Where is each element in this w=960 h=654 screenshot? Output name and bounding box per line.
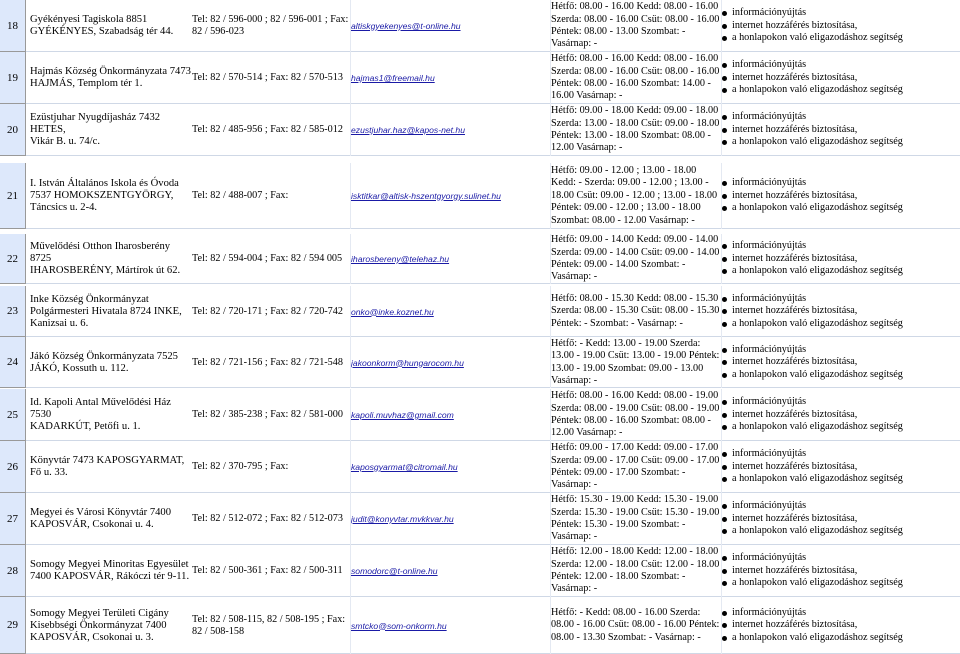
service-text: a honlapokon való eligazodáshoz segítség <box>732 577 903 589</box>
opening-hours <box>551 163 721 229</box>
bullet-icon <box>722 206 727 211</box>
column-divider <box>550 545 551 597</box>
service-item <box>722 500 960 512</box>
service-item <box>722 305 960 317</box>
column-divider <box>721 493 722 545</box>
institution-name-line: Ezüstjuhar Nyugdíjasház 7432 HETES, <box>30 112 161 135</box>
phone-fax <box>192 389 350 441</box>
opening-hours <box>551 52 721 104</box>
service-text: a honlapokon való eligazodáshoz segítség <box>732 525 903 537</box>
phone-fax-line: Tel: 82 / 485-956 ; Fax: 82 / 585-012 <box>192 124 343 135</box>
bullet-icon <box>722 477 727 482</box>
phone-fax-line: Tel: 82 / 488-007 ; Fax: <box>192 190 289 201</box>
institution-name-line: Táncsics u. 2-4. <box>30 202 98 213</box>
opening-hours <box>551 286 721 337</box>
institution-name-line: Jákó Község Önkormányzata 7525 <box>30 350 178 362</box>
column-divider <box>350 545 351 597</box>
service-text: információnyújtás <box>732 7 807 19</box>
service-text: információnyújtás <box>732 111 807 123</box>
service-text: információnyújtás <box>732 500 807 512</box>
column-divider <box>550 389 551 441</box>
institution-name-line: Somogy Megyei Területi Cigány <box>30 607 169 619</box>
institution-name-line: Somogy Megyei Minoritas Egyesület <box>30 559 189 570</box>
service-item <box>722 190 960 202</box>
institution-name-line: 7537 HOMOKSZENTGYÖRGY, <box>30 190 174 201</box>
email-link[interactable]: somodorc@t-online.hu <box>351 566 438 576</box>
service-text: internet hozzáférés biztosítása, <box>732 305 858 317</box>
bullet-icon <box>722 425 727 430</box>
phone-fax <box>192 163 350 229</box>
column-divider <box>350 597 351 654</box>
column-divider <box>350 337 351 388</box>
row-number: 18 <box>0 0 26 52</box>
column-divider <box>350 234 351 284</box>
column-divider <box>721 597 722 654</box>
bullet-icon <box>722 581 727 586</box>
institution-name-line: GYÉKÉNYES, Szabadság tér 44. <box>30 26 174 37</box>
phone-fax <box>192 597 350 654</box>
bullet-icon <box>722 504 727 509</box>
table-row <box>0 163 960 229</box>
service-text: internet hozzáférés biztosítása, <box>732 408 858 420</box>
service-item <box>722 202 960 214</box>
opening-hours-text: Hétfő: 08.00 - 16.00 Kedd: 08.00 - 16.00 Szerda: 08.00 - 16.00 Csüt: 08.00 - 16.00 Péntek: 08.00 - 13.00 Szombat: - Vasárnap: - <box>551 1 720 50</box>
bullet-icon <box>722 269 727 274</box>
bullet-icon <box>722 360 727 365</box>
bullet-icon <box>722 556 727 561</box>
services-list <box>722 389 960 441</box>
opening-hours-text: Hétfő: 12.00 - 18.00 Kedd: 12.00 - 18.00 Szerda: 12.00 - 18.00 Csüt: 12.00 - 18.00 Péntek: 12.00 - 18.00 Szombat: - Vasárnap: - <box>551 546 720 595</box>
table-row <box>0 441 960 493</box>
institution-name-line: Kisebbségi Önkormányzat 7400 <box>30 619 167 631</box>
institution-name-line: Id. Kapoli Antal Művelődési Ház 7530 <box>30 397 171 420</box>
column-divider <box>721 286 722 337</box>
service-item <box>722 7 960 19</box>
phone-fax-line: Tel: 82 / 370-795 ; Fax: <box>192 461 289 472</box>
column-divider <box>550 0 551 52</box>
institution-name-line: KADARKÚT, Petőfi u. 1. <box>30 421 141 432</box>
email-link[interactable]: hajmas1@freemail.hu <box>351 73 435 83</box>
table-row <box>0 104 960 156</box>
services-list <box>722 337 960 388</box>
institution-name-line: Megyei és Városi Könyvtár 7400 <box>30 507 172 518</box>
institution-name <box>28 286 192 337</box>
institution-name-line: KAPOSVÁR, Csokonai u. 4. <box>30 519 154 530</box>
row-number: 24 <box>0 337 26 388</box>
row-divider <box>26 283 960 284</box>
opening-hours <box>551 441 721 493</box>
service-text: információnyújtás <box>732 292 807 304</box>
service-item <box>722 632 960 644</box>
bullet-icon <box>722 373 727 378</box>
services-list <box>722 163 960 229</box>
service-text: internet hozzáférés biztosítása, <box>732 619 858 631</box>
bullet-icon <box>722 309 727 314</box>
service-text: internet hozzáférés biztosítása, <box>732 460 858 472</box>
column-divider <box>350 104 351 156</box>
opening-hours <box>551 0 721 52</box>
institution-name <box>28 545 192 597</box>
phone-fax-line: Tel: 82 / 508-115, 82 / 508-195 ; Fax: <box>192 613 346 625</box>
service-text: internet hozzáférés biztosítása, <box>732 564 858 576</box>
service-text: a honlapokon való eligazodáshoz segítség <box>732 136 903 148</box>
service-text: a honlapokon való eligazodáshoz segítség <box>732 84 903 96</box>
institution-name-line: I. István Általános Iskola és Óvoda <box>30 178 179 189</box>
bullet-icon <box>722 140 727 145</box>
opening-hours <box>551 234 721 284</box>
service-item <box>722 565 960 577</box>
service-item <box>722 344 960 356</box>
column-divider <box>721 545 722 597</box>
opening-hours-text: Hétfő: 09.00 - 17.00 Kedd: 09.00 - 17.00 Szerda: 09.00 - 17.00 Csüt: 09.00 - 17.00 Péntek: 09.00 - 17.00 Szombat: - Vasárnap: - <box>551 442 720 491</box>
row-divider <box>26 387 960 388</box>
opening-hours <box>551 104 721 156</box>
bullet-icon <box>722 636 727 641</box>
institution-name <box>28 441 192 493</box>
services-list <box>722 545 960 597</box>
column-divider <box>721 0 722 52</box>
service-item <box>722 177 960 189</box>
service-text: internet hozzáférés biztosítása, <box>732 356 858 368</box>
column-divider <box>550 286 551 337</box>
opening-hours-text: Hétfő: 09.00 - 12.00 ; 13.00 - 18.00 Kedd: - Szerda: 09.00 - 12.00 ; 13.00 - 18.00 Csüt: 09.00 - 12.00 ; 13.00 - 18.00 Péntek: 09.00 - 12.00 ; 13.00 - 18.00 Szombat: 08.00 - 12.00 Vasárnap: - <box>551 164 718 226</box>
row-number: 20 <box>0 104 26 156</box>
service-text: a honlapokon való eligazodáshoz segítség <box>732 421 903 433</box>
table-row <box>0 597 960 654</box>
bullet-icon <box>722 36 727 41</box>
opening-hours-text: Hétfő: 08.00 - 16.00 Kedd: 08.00 - 16.00 Szerda: 08.00 - 16.00 Csüt: 08.00 - 16.00 Péntek: 08.00 - 16.00 Szombat: 14.00 - 16.00 Vasárnap: - <box>551 53 720 102</box>
bullet-icon <box>722 400 727 405</box>
column-divider <box>550 234 551 284</box>
service-item <box>722 461 960 473</box>
institution-name-line: IHAROSBERÉNY, Mártírok út 62. <box>30 265 181 276</box>
opening-hours-text: Hétfő: - Kedd: 13.00 - 19.00 Szerda: 13.00 - 19.00 Csüt: 13.00 - 19.00 Péntek: 13.00 - 19.00 Szombat: 09.00 - 13.00 Vasárnap: - <box>551 337 720 386</box>
phone-fax-line: Tel: 82 / 512-072 ; Fax: 82 / 512-073 <box>192 513 343 524</box>
column-divider <box>550 441 551 493</box>
institution-name-line: HAJMÁS, Templom tér 1. <box>30 78 143 89</box>
column-divider <box>550 337 551 388</box>
email-link[interactable]: smtcko@som-onkorm.hu <box>351 620 447 631</box>
service-text: a honlapokon való eligazodáshoz segítség <box>732 368 903 380</box>
email-link[interactable]: kapoli.muvhaz@gmail.com <box>351 410 454 420</box>
bullet-icon <box>722 529 727 534</box>
service-item <box>722 525 960 537</box>
services-list <box>722 286 960 337</box>
phone-fax-line: Tel: 82 / 570-514 ; Fax: 82 / 570-513 <box>192 72 343 83</box>
phone-fax <box>192 286 350 337</box>
bullet-icon <box>722 194 727 199</box>
row-number: 22 <box>0 234 26 284</box>
column-divider <box>350 493 351 545</box>
services-list <box>722 493 960 545</box>
services-list <box>722 234 960 284</box>
service-item <box>722 265 960 277</box>
bullet-icon <box>722 465 727 470</box>
service-item <box>722 396 960 408</box>
service-item <box>722 448 960 460</box>
service-text: információnyújtás <box>732 343 807 355</box>
phone-fax-line: 82 / 508-158 <box>192 625 245 637</box>
row-number: 27 <box>0 493 26 545</box>
service-text: a honlapokon való eligazodáshoz segítség <box>732 473 903 485</box>
bullet-icon <box>722 11 727 16</box>
phone-fax-line: Tel: 82 / 500-361 ; Fax: 82 / 500-311 <box>192 565 343 576</box>
bullet-icon <box>722 76 727 81</box>
services-list <box>722 441 960 493</box>
phone-fax <box>192 493 350 545</box>
row-number: 23 <box>0 286 26 337</box>
row-divider <box>26 155 960 156</box>
opening-hours-text: Hétfő: - Kedd: 08.00 - 16.00 Szerda: 08.00 - 16.00 Csüt: 08.00 - 16.00 Péntek: 08.00 - 13.30 Szombat: - Vasárnap: - <box>551 606 720 643</box>
column-divider <box>350 52 351 104</box>
table-row <box>0 337 960 388</box>
service-text: információnyújtás <box>732 606 807 618</box>
email-link[interactable]: kaposgyarmat@citromail.hu <box>351 462 458 472</box>
email-link[interactable]: altiskgyekenyes@t-online.hu <box>351 21 461 31</box>
institution-name <box>28 0 192 52</box>
service-text: információnyújtás <box>732 59 807 71</box>
institution-name-line: Vikár B. u. 74/c. <box>30 136 100 147</box>
service-item <box>722 369 960 381</box>
table-row <box>0 52 960 104</box>
phone-fax <box>192 545 350 597</box>
service-item <box>722 136 960 148</box>
service-item <box>722 607 960 619</box>
service-item <box>722 473 960 485</box>
bullet-icon <box>722 181 727 186</box>
service-item <box>722 20 960 32</box>
service-text: internet hozzáférés biztosítása, <box>732 123 858 135</box>
row-number: 28 <box>0 545 26 597</box>
institution-name-line: Művelődési Otthon Iharosberény 8725 <box>30 241 171 264</box>
email-link[interactable]: onko@inke.koznet.hu <box>351 306 434 317</box>
institution-name-line: Fő u. 33. <box>30 467 68 478</box>
column-divider <box>721 163 722 229</box>
institution-name <box>28 597 192 654</box>
bullet-icon <box>722 569 727 574</box>
institution-name-line: 7400 KAPOSVÁR, Rákóczi tér 9-11. <box>30 571 190 582</box>
phone-fax-line: Tel: 82 / 594-004 ; Fax: 82 / 594 005 <box>192 253 343 264</box>
service-text: a honlapokon való eligazodáshoz segítség <box>732 631 903 643</box>
opening-hours-text: Hétfő: 15.30 - 19.00 Kedd: 15.30 - 19.00 Szerda: 15.30 - 19.00 Csüt: 15.30 - 19.00 Péntek: 15.30 - 19.00 Szombat: - Vasárnap: - <box>551 494 720 543</box>
service-text: információnyújtás <box>732 177 807 189</box>
service-text: internet hozzáférés biztosítása, <box>732 71 858 83</box>
email-link[interactable]: iharosbereny@telehaz.hu <box>351 254 450 264</box>
opening-hours-text: Hétfő: 09.00 - 18.00 Kedd: 09.00 - 18.00 Szerda: 13.00 - 18.00 Csüt: 09.00 - 18.00 Péntek: 13.00 - 18.00 Szombat: 08.00 - 12.00 Vasárnap: - <box>551 105 720 154</box>
service-item <box>722 253 960 265</box>
phone-fax <box>192 0 350 52</box>
table-row <box>0 234 960 284</box>
service-item <box>722 619 960 631</box>
bullet-icon <box>722 297 727 302</box>
service-item <box>722 577 960 589</box>
service-item <box>722 124 960 136</box>
service-item <box>722 84 960 96</box>
column-divider <box>721 337 722 388</box>
email-link[interactable]: jakoonkorm@hungarocom.hu <box>351 357 464 368</box>
service-item <box>722 240 960 252</box>
opening-hours <box>551 597 721 654</box>
services-list <box>722 0 960 52</box>
service-text: internet hozzáférés biztosítása, <box>732 189 858 201</box>
row-number: 25 <box>0 389 26 441</box>
phone-fax-line: Tel: 82 / 385-238 ; Fax: 82 / 581-000 <box>192 409 343 420</box>
table-row <box>0 389 960 441</box>
institution-name-line: Gyékényesi Tagiskola 8851 <box>30 14 148 25</box>
email-link[interactable]: isktitkar@altisk-hszentgyorgy.sulinet.hu <box>351 191 501 201</box>
institution-name <box>28 389 192 441</box>
bullet-icon <box>722 413 727 418</box>
institution-name-line: Inke Község Önkormányzat <box>30 293 149 305</box>
column-divider <box>350 389 351 441</box>
column-divider <box>550 104 551 156</box>
service-text: internet hozzáférés biztosítása, <box>732 512 858 524</box>
phone-fax-line: Tel: 82 / 721-156 ; Fax: 82 / 721-548 <box>192 356 343 368</box>
opening-hours-text: Hétfő: 09.00 - 14.00 Kedd: 09.00 - 14.00 Szerda: 09.00 - 14.00 Csüt: 09.00 - 14.00 Péntek: 09.00 - 14.00 Szombat: - Vasárnap: - <box>551 234 720 283</box>
bullet-icon <box>722 244 727 249</box>
institution-name-line: Polgármesteri Hivatala 8724 INKE, <box>30 305 182 317</box>
service-item <box>722 72 960 84</box>
service-item <box>722 293 960 305</box>
phone-fax-line: 82 / 596-023 <box>192 26 245 37</box>
service-text: internet hozzáférés biztosítása, <box>732 252 858 264</box>
service-item <box>722 552 960 564</box>
service-item <box>722 59 960 71</box>
row-number: 19 <box>0 52 26 104</box>
phone-fax <box>192 337 350 388</box>
service-text: internet hozzáférés biztosítása, <box>732 19 858 31</box>
table-row <box>0 286 960 337</box>
service-item <box>722 318 960 330</box>
institution-name-line: Hajmás Község Önkormányzata 7473 <box>30 66 191 77</box>
service-item <box>722 513 960 525</box>
bullet-icon <box>722 88 727 93</box>
opening-hours <box>551 337 721 388</box>
opening-hours-text: Hétfő: 08.00 - 15.30 Kedd: 08.00 - 15.30 Szerda: 08.00 - 15.30 Csüt: 08.00 - 15.30 Péntek: - Szombat: - Vasárnap: - <box>551 292 720 329</box>
phone-fax-line: Tel: 82 / 596-000 ; 82 / 596-001 ; Fax: <box>192 14 349 25</box>
email-link[interactable]: ezustjuhar.haz@kapos-net.hu <box>351 125 465 135</box>
bullet-icon <box>722 115 727 120</box>
row-number: 21 <box>0 163 26 229</box>
service-item <box>722 111 960 123</box>
service-text: a honlapokon való eligazodáshoz segítség <box>732 202 903 214</box>
services-list <box>722 104 960 156</box>
service-text: a honlapokon való eligazodáshoz segítség <box>732 317 903 329</box>
bullet-icon <box>722 452 727 457</box>
row-number: 26 <box>0 441 26 493</box>
row-divider <box>26 228 960 229</box>
institution-name-line: JÁKÓ, Kossuth u. 112. <box>30 362 129 374</box>
institution-name <box>28 104 192 156</box>
service-text: a honlapokon való eligazodáshoz segítség <box>732 32 903 44</box>
column-divider <box>550 493 551 545</box>
bullet-icon <box>722 128 727 133</box>
services-list <box>722 52 960 104</box>
institution-name <box>28 234 192 284</box>
bullet-icon <box>722 623 727 628</box>
service-item <box>722 356 960 368</box>
column-divider <box>550 597 551 654</box>
bullet-icon <box>722 611 727 616</box>
institution-name <box>28 493 192 545</box>
institution-name <box>28 337 192 388</box>
institution-name-line: KAPOSVÁR, Csokonai u. 3. <box>30 631 154 643</box>
service-text: a honlapokon való eligazodáshoz segítség <box>732 265 903 277</box>
table-row <box>0 545 960 597</box>
column-divider <box>550 52 551 104</box>
bullet-icon <box>722 322 727 327</box>
service-text: információnyújtás <box>732 448 807 460</box>
opening-hours <box>551 389 721 441</box>
table-row <box>0 0 960 52</box>
column-divider <box>350 0 351 52</box>
column-divider <box>350 163 351 229</box>
opening-hours <box>551 545 721 597</box>
phone-fax <box>192 104 350 156</box>
opening-hours <box>551 493 721 545</box>
column-divider <box>721 441 722 493</box>
opening-hours-text: Hétfő: 08.00 - 16.00 Kedd: 08.00 - 19.00 Szerda: 08.00 - 19.00 Csüt: 08.00 - 19.00 Péntek: 08.00 - 16.00 Szombat: 08.00 - 12.00 Vasárnap: - <box>551 390 720 439</box>
email-link[interactable]: judit@konyvtar.mvkkvar.hu <box>351 514 454 524</box>
service-item <box>722 32 960 44</box>
row-number: 29 <box>0 597 26 654</box>
column-divider <box>350 441 351 493</box>
service-item <box>722 421 960 433</box>
bullet-icon <box>722 24 727 29</box>
service-text: információnyújtás <box>732 552 807 564</box>
service-text: információnyújtás <box>732 240 807 252</box>
column-divider <box>721 104 722 156</box>
column-divider <box>350 286 351 337</box>
institution-name <box>28 163 192 229</box>
column-divider <box>550 163 551 229</box>
column-divider <box>721 52 722 104</box>
service-text: információnyújtás <box>732 396 807 408</box>
table-row <box>0 493 960 545</box>
services-list <box>722 597 960 654</box>
column-divider <box>721 234 722 284</box>
column-divider <box>721 389 722 441</box>
bullet-icon <box>722 348 727 353</box>
institution-name-line: Kanizsai u. 6. <box>30 317 89 329</box>
bullet-icon <box>722 517 727 522</box>
service-item <box>722 409 960 421</box>
phone-fax-line: Tel: 82 / 720-171 ; Fax: 82 / 720-742 <box>192 305 343 317</box>
institution-name-line: Könyvtár 7473 KAPOSGYARMAT, <box>30 455 185 466</box>
institution-name <box>28 52 192 104</box>
bullet-icon <box>722 257 727 262</box>
phone-fax <box>192 441 350 493</box>
phone-fax <box>192 234 350 284</box>
bullet-icon <box>722 63 727 68</box>
phone-fax <box>192 52 350 104</box>
